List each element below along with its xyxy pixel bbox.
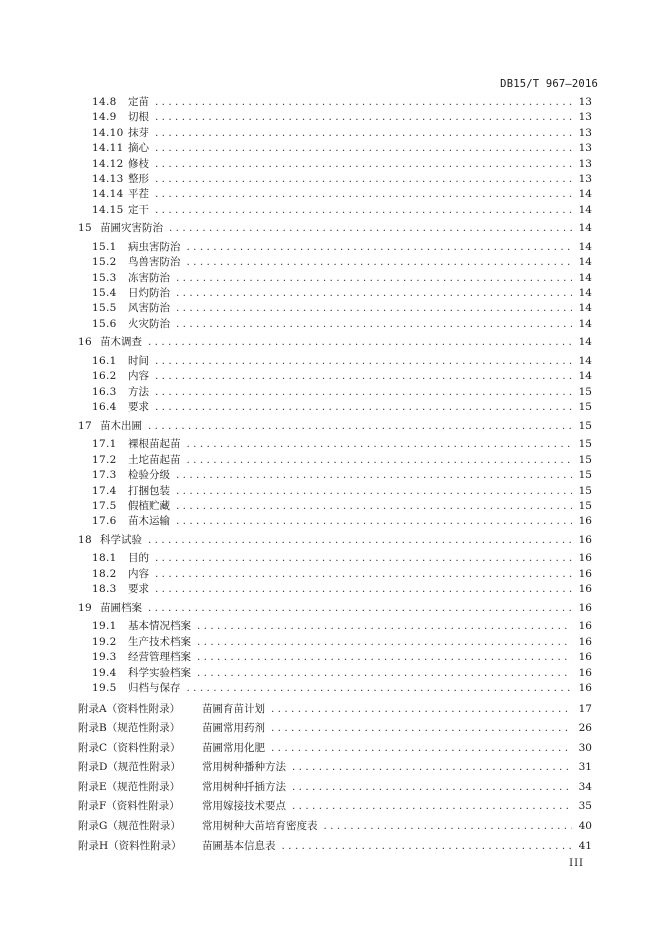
toc-entry-page: 13 xyxy=(578,126,592,139)
toc-entry-page: 15 xyxy=(578,484,592,497)
toc-entry[interactable] xyxy=(78,203,592,218)
toc-entry-title: 要求 xyxy=(128,401,149,414)
toc-entry-page: 16 xyxy=(578,635,592,648)
toc-entry[interactable] xyxy=(78,301,592,316)
toc-entry-number: 15.1 xyxy=(92,240,117,253)
toc-entry-title: 内容 xyxy=(128,567,149,580)
toc-entry-page: 14 xyxy=(578,240,592,253)
toc-entry-title: 定干 xyxy=(128,203,149,216)
toc-entry[interactable] xyxy=(78,335,592,350)
dot-leader xyxy=(176,514,572,529)
toc-entry-number: 18.2 xyxy=(92,567,117,580)
dot-leader xyxy=(176,301,572,316)
toc-entry-title: 时间 xyxy=(128,355,149,367)
toc-entry-number: 16 xyxy=(78,336,92,349)
toc-entry-page: 14 xyxy=(578,370,592,383)
toc-entry-page: 14 xyxy=(578,287,592,300)
toc-entry[interactable] xyxy=(78,778,592,798)
toc-entry-number: 14.14 xyxy=(92,188,124,201)
dot-leader xyxy=(155,95,572,110)
toc-entry[interactable] xyxy=(78,317,592,332)
toc-entry-page: 16 xyxy=(578,681,592,694)
toc-entry-number: 14.15 xyxy=(92,203,124,216)
toc-entry-title: 摘心 xyxy=(128,142,149,155)
toc-entry-title: 苗木运输 xyxy=(128,515,170,528)
toc-entry-page: 14 xyxy=(578,203,592,216)
toc-entry-number: 附录E（规范性附录） xyxy=(78,780,181,793)
toc-entry-page: 16 xyxy=(578,515,592,528)
toc-entry-title: 抹芽 xyxy=(128,126,149,139)
toc-entry-number: 18.1 xyxy=(92,552,117,565)
dot-leader xyxy=(155,141,572,156)
dot-leader xyxy=(176,271,572,286)
toc-entry-number: 14.11 xyxy=(92,142,124,155)
dot-leader xyxy=(155,551,572,566)
dot-leader xyxy=(282,837,573,857)
dot-leader xyxy=(169,221,572,236)
dot-leader xyxy=(148,533,572,548)
toc-entry-page: 15 xyxy=(578,385,592,398)
toc-entry-title: 要求 xyxy=(128,583,149,596)
toc-entry[interactable] xyxy=(78,271,592,286)
toc-entry-title: 常用树种大苗培育密度表 xyxy=(202,820,318,833)
toc-entry-title: 火灾防治 xyxy=(128,317,170,330)
toc-entry-number: 17.6 xyxy=(92,515,117,528)
toc-entry-number: 17.3 xyxy=(92,469,117,482)
toc-entry[interactable] xyxy=(78,719,592,739)
toc-entry-number: 15.5 xyxy=(92,302,117,315)
toc-entry-number: 17.5 xyxy=(92,499,117,512)
toc-entry[interactable] xyxy=(78,666,592,681)
toc-entry-title: 检验分级 xyxy=(128,469,170,482)
toc-entry-page: 41 xyxy=(578,839,592,852)
toc-entry-number: 15.3 xyxy=(92,271,117,284)
toc-entry-page: 15 xyxy=(578,453,592,466)
dot-leader xyxy=(155,187,572,202)
toc-entry-number: 14.10 xyxy=(92,126,124,139)
toc-entry-title: 定苗 xyxy=(128,96,149,108)
toc-entry-title: 经营管理档案 xyxy=(128,651,191,664)
toc-entry-title: 平茬 xyxy=(128,188,149,201)
toc-entry[interactable] xyxy=(78,551,592,566)
toc-entry-number: 14.13 xyxy=(92,172,124,185)
toc-entry[interactable] xyxy=(78,141,592,156)
dot-leader xyxy=(271,739,572,759)
toc-entry[interactable] xyxy=(78,739,592,759)
toc-entry[interactable] xyxy=(78,369,592,384)
toc-entry-number: 19.3 xyxy=(92,651,117,664)
toc-entry-page: 13 xyxy=(578,142,592,155)
toc-entry[interactable] xyxy=(78,797,592,817)
toc-entry-number: 14.9 xyxy=(92,111,117,124)
toc-entry-page: 26 xyxy=(578,722,592,735)
toc-entry-number: 17.2 xyxy=(92,453,117,466)
dot-leader xyxy=(155,567,572,582)
toc-entry[interactable] xyxy=(78,650,592,665)
toc-entry-page: 16 xyxy=(578,620,592,633)
toc-entry-page: 31 xyxy=(578,761,592,774)
toc-entry-title: 生产技术档案 xyxy=(128,635,191,648)
toc-entry-number: 17.4 xyxy=(92,484,117,497)
dot-leader xyxy=(148,419,572,434)
toc-entry-page: 15 xyxy=(578,419,592,432)
toc-entry-title: 苗木出圃 xyxy=(100,419,142,432)
toc-entry-number: 15.6 xyxy=(92,317,117,330)
toc-entry-number: 附录G（规范性附录） xyxy=(78,820,181,833)
toc-entry[interactable] xyxy=(78,400,592,415)
toc-entry[interactable] xyxy=(78,468,592,483)
dot-leader xyxy=(176,484,572,499)
dot-leader xyxy=(155,385,572,400)
toc-entry-page: 14 xyxy=(578,302,592,315)
toc-entry-number: 17.1 xyxy=(92,438,117,451)
toc-entry-title: 常用嫁接技术要点 xyxy=(202,800,286,813)
toc-entry-number: 16.1 xyxy=(92,355,117,367)
dot-leader xyxy=(155,172,572,187)
toc-entry-page: 15 xyxy=(578,438,592,451)
toc-entry-title: 切根 xyxy=(128,111,149,124)
toc-entry[interactable] xyxy=(78,601,592,616)
dot-leader xyxy=(155,369,572,384)
toc-entry-page: 15 xyxy=(578,499,592,512)
toc-entry-number: 19.2 xyxy=(92,635,117,648)
toc-entry-number: 14.12 xyxy=(92,157,124,170)
dot-leader xyxy=(148,601,572,616)
toc-entry[interactable] xyxy=(78,817,592,837)
toc-entry[interactable] xyxy=(78,635,592,650)
toc-entry-title: 冻害防治 xyxy=(128,271,170,284)
toc-entry-number: 18.3 xyxy=(92,583,117,596)
dot-leader xyxy=(197,666,572,681)
toc-entry-page: 13 xyxy=(578,96,592,108)
toc-entry-number: 附录A（资料性附录） xyxy=(78,702,181,715)
toc-entry-number: 19.4 xyxy=(92,666,117,679)
toc-entry-page: 16 xyxy=(578,583,592,596)
dot-leader xyxy=(155,400,572,415)
toc-entry[interactable] xyxy=(78,172,592,187)
toc-entry-page: 14 xyxy=(578,188,592,201)
dot-leader xyxy=(292,758,572,778)
toc-entry[interactable] xyxy=(78,700,592,720)
toc-entry-title: 土坨苗起苗 xyxy=(128,453,181,466)
dot-leader xyxy=(271,719,572,739)
toc-entry[interactable] xyxy=(78,484,592,499)
toc-entry-page: 16 xyxy=(578,567,592,580)
toc-entry-title: 归档与保存 xyxy=(128,681,181,694)
dot-leader xyxy=(187,240,573,255)
toc-entry-number: 附录B（规范性附录） xyxy=(78,722,181,735)
toc-entry-title: 苗圃档案 xyxy=(100,601,142,614)
toc-entry-number: 15.4 xyxy=(92,287,117,300)
toc-entry-page: 16 xyxy=(578,552,592,565)
toc-entry-title: 裸根苗起苗 xyxy=(128,438,181,451)
dot-leader xyxy=(176,317,572,332)
toc-entry-page: 17 xyxy=(578,702,592,715)
dot-leader xyxy=(292,778,572,798)
toc-entry-number: 16.2 xyxy=(92,370,117,383)
toc-entry-number: 附录C（资料性附录） xyxy=(78,741,181,754)
toc-entry-page: 40 xyxy=(578,820,592,833)
dot-leader xyxy=(197,650,572,665)
dot-leader xyxy=(197,619,572,634)
toc-entry-title: 打捆包装 xyxy=(128,484,170,497)
toc-entry-title: 整形 xyxy=(128,172,149,185)
table-of-contents xyxy=(78,95,592,856)
dot-leader xyxy=(155,354,572,369)
dot-leader xyxy=(176,468,572,483)
toc-entry[interactable] xyxy=(78,437,592,452)
toc-entry[interactable] xyxy=(78,240,592,255)
toc-entry[interactable] xyxy=(78,286,592,301)
toc-entry[interactable] xyxy=(78,681,592,696)
dot-leader xyxy=(187,437,573,452)
toc-entry-number: 18 xyxy=(78,533,92,546)
toc-entry-page: 14 xyxy=(578,317,592,330)
dot-leader xyxy=(176,499,572,514)
toc-entry[interactable] xyxy=(78,354,592,369)
toc-entry[interactable] xyxy=(78,837,592,857)
toc-entry-title: 苗圃基本信息表 xyxy=(202,839,276,852)
dot-leader xyxy=(187,255,573,270)
toc-entry[interactable] xyxy=(78,385,592,400)
toc-entry-page: 15 xyxy=(578,469,592,482)
toc-entry-page: 14 xyxy=(578,336,592,349)
toc-entry-title: 科学试验 xyxy=(100,533,142,546)
toc-entry-title: 常用树种播种方法 xyxy=(202,761,286,774)
toc-entry[interactable] xyxy=(78,499,592,514)
toc-entry-page: 14 xyxy=(578,222,592,235)
toc-entry-page: 16 xyxy=(578,651,592,664)
toc-entry-page: 13 xyxy=(578,157,592,170)
toc-entry-title: 假植贮藏 xyxy=(128,499,170,512)
dot-leader xyxy=(324,817,573,837)
page-number: III xyxy=(569,858,584,869)
toc-entry[interactable] xyxy=(78,255,592,270)
dot-leader xyxy=(292,797,572,817)
toc-entry-title: 病虫害防治 xyxy=(128,240,181,253)
toc-entry-title: 方法 xyxy=(128,385,149,398)
dot-leader xyxy=(155,203,572,218)
dot-leader xyxy=(176,286,572,301)
toc-entry-title: 目的 xyxy=(128,552,149,565)
toc-entry-title: 科学实验档案 xyxy=(128,666,191,679)
toc-entry-number: 15 xyxy=(78,222,92,235)
toc-entry-page: 30 xyxy=(578,741,592,754)
toc-entry-page: 34 xyxy=(578,780,592,793)
toc-entry-number: 附录D（规范性附录） xyxy=(78,761,181,774)
toc-entry-page: 15 xyxy=(578,401,592,414)
toc-entry[interactable] xyxy=(78,187,592,202)
dot-leader xyxy=(187,453,573,468)
toc-entry-title: 苗木调查 xyxy=(100,336,142,349)
dot-leader xyxy=(197,635,572,650)
toc-entry[interactable] xyxy=(78,221,592,236)
toc-entry[interactable] xyxy=(78,533,592,548)
dot-leader xyxy=(155,157,572,172)
toc-entry-page: 16 xyxy=(578,666,592,679)
toc-entry-title: 内容 xyxy=(128,370,149,383)
toc-entry-number: 19.5 xyxy=(92,681,117,694)
toc-entry-page: 14 xyxy=(578,271,592,284)
toc-entry-number: 19 xyxy=(78,601,92,614)
toc-entry[interactable] xyxy=(78,126,592,141)
toc-entry-title: 日灼防治 xyxy=(128,287,170,300)
toc-entry-number: 15.2 xyxy=(92,256,117,269)
dot-leader xyxy=(155,110,572,125)
toc-entry[interactable] xyxy=(78,95,592,110)
dot-leader xyxy=(148,335,572,350)
toc-entry-title: 常用树种扦插方法 xyxy=(202,780,286,793)
toc-entry[interactable] xyxy=(78,619,592,634)
toc-entry-page: 13 xyxy=(578,172,592,185)
dot-leader xyxy=(155,126,572,141)
dot-leader xyxy=(187,681,573,696)
toc-entry-page: 16 xyxy=(578,601,592,614)
toc-entry-title: 基本情况档案 xyxy=(128,620,191,633)
toc-entry-title: 苗圃常用药剂 xyxy=(202,722,265,735)
toc-entry-number: 17 xyxy=(78,419,92,432)
toc-entry[interactable] xyxy=(78,157,592,172)
toc-entry[interactable] xyxy=(78,582,592,597)
dot-leader xyxy=(271,700,572,720)
toc-entry-number: 16.3 xyxy=(92,385,117,398)
toc-entry[interactable] xyxy=(78,514,592,529)
toc-entry[interactable] xyxy=(78,567,592,582)
toc-entry[interactable] xyxy=(78,419,592,434)
toc-entry[interactable] xyxy=(78,110,592,125)
toc-entry-page: 13 xyxy=(578,111,592,124)
toc-entry-title: 苗圃育苗计划 xyxy=(202,702,265,715)
toc-entry-title: 苗圃常用化肥 xyxy=(202,741,265,754)
toc-entry-title: 风害防治 xyxy=(128,302,170,315)
toc-entry-number: 14.8 xyxy=(92,96,117,108)
toc-entry-number: 16.4 xyxy=(92,401,117,414)
toc-entry[interactable] xyxy=(78,758,592,778)
toc-entry-title: 修枝 xyxy=(128,157,149,170)
toc-entry-number: 附录H（资料性附录） xyxy=(78,839,182,852)
toc-entry-title: 鸟兽害防治 xyxy=(128,256,181,269)
toc-entry-page: 35 xyxy=(578,800,592,813)
toc-entry[interactable] xyxy=(78,453,592,468)
toc-entry-page: 14 xyxy=(578,256,592,269)
toc-entry-page: 16 xyxy=(578,533,592,546)
document-code-header: DB15/T 967—2016 xyxy=(500,78,598,90)
toc-entry-number: 19.1 xyxy=(92,620,117,633)
dot-leader xyxy=(155,582,572,597)
toc-entry-number: 附录F（资料性附录） xyxy=(78,800,180,813)
toc-entry-title: 苗圃灾害防治 xyxy=(100,222,163,235)
toc-entry-page: 14 xyxy=(578,355,592,367)
